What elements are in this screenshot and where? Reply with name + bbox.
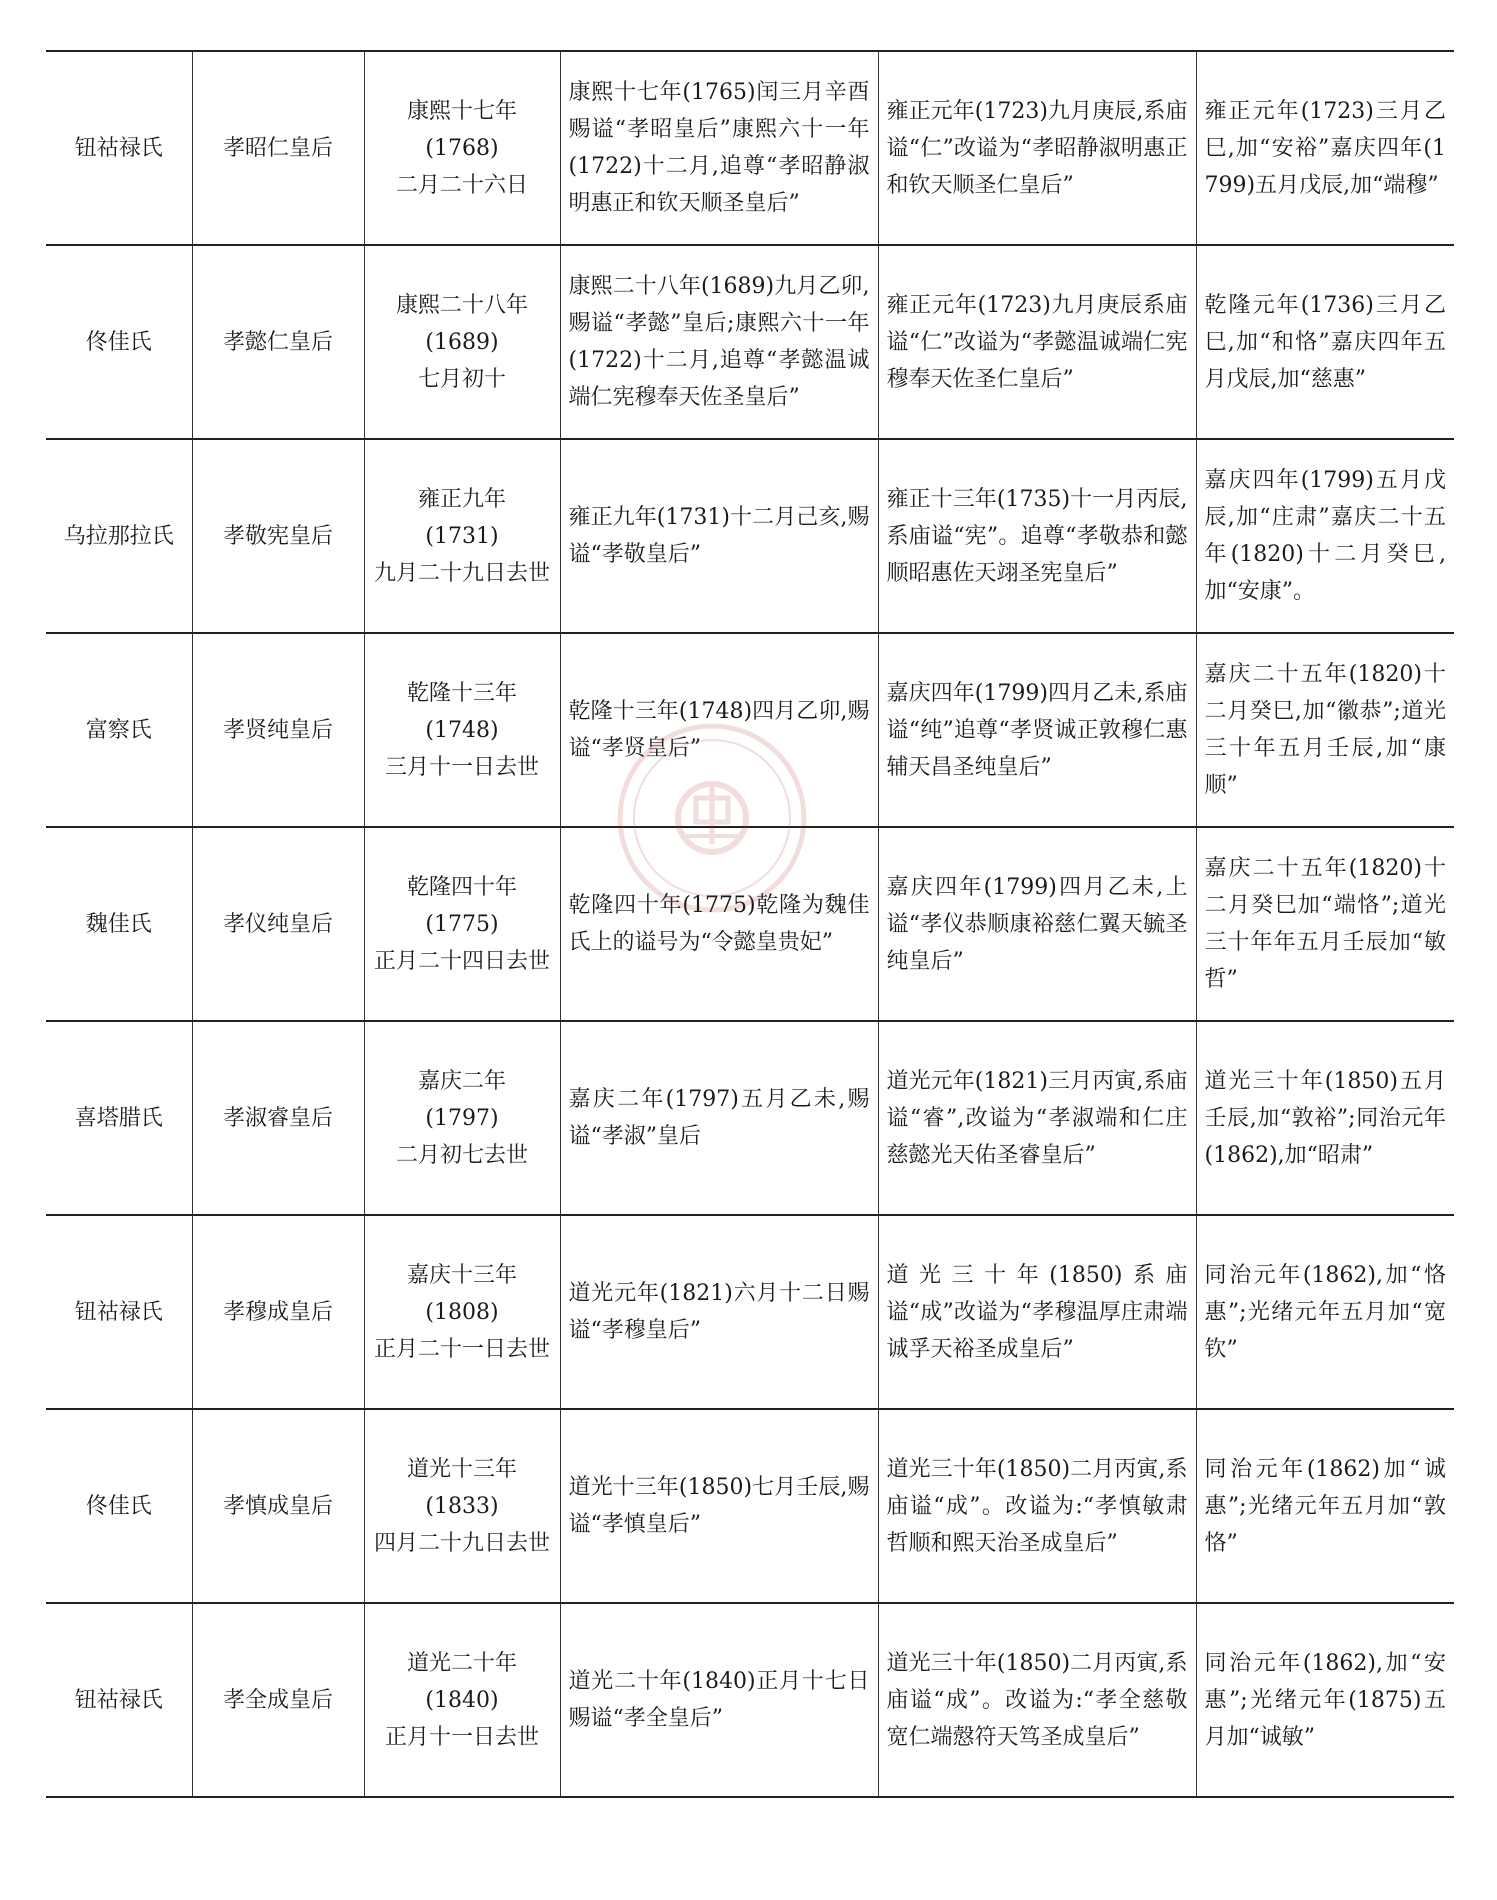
cell-name: 佟佳氏 xyxy=(46,245,192,439)
cell-name: 喜塔腊氏 xyxy=(46,1021,192,1215)
cell-death-date xyxy=(364,1409,560,1603)
death-date-line: 正月二十四日去世 xyxy=(373,948,550,974)
death-date-line: (1775) xyxy=(425,911,499,937)
death-date-line: (1768) xyxy=(425,135,499,161)
table-row xyxy=(46,1021,1454,1215)
cell-added-title xyxy=(1196,1603,1454,1797)
cell-initial-title-text: 康熙二十八年(1689)九月乙卯,赐谥“孝懿”皇后;康熙六十一年(1722)十二月,追尊“孝懿温诚端仁宪穆奉天佐圣皇后” xyxy=(568,274,870,410)
table-row xyxy=(46,1603,1454,1797)
cell-posthumous-title xyxy=(878,439,1196,633)
cell-death-date xyxy=(364,633,560,827)
death-date-line: (1731) xyxy=(425,523,499,549)
cell-posthumous-title xyxy=(878,1021,1196,1215)
cell-posthumous-title xyxy=(878,1215,1196,1409)
death-date-line: (1840) xyxy=(425,1687,499,1713)
cell-initial-title-text: 嘉庆二年(1797)五月乙未,赐谥“孝淑”皇后 xyxy=(568,1087,870,1149)
cell-added-title-text: 嘉庆二十五年(1820)十二月癸巳,加“徽恭”;道光三十年五月壬辰,加“康顺” xyxy=(1204,662,1446,798)
death-date-line: 正月二十一日去世 xyxy=(373,1336,550,1362)
cell-initial-title xyxy=(560,245,878,439)
cell-posthumous-title-text: 道光元年(1821)三月丙寅,系庙谥“睿”,改谥为“孝淑端和仁庄慈懿光天佑圣睿皇后” xyxy=(886,1068,1188,1168)
cell-initial-title xyxy=(560,51,878,245)
death-date-line: 七月初十 xyxy=(417,366,506,392)
death-date-line: (1797) xyxy=(425,1105,499,1131)
cell-posthumous-title xyxy=(878,1409,1196,1603)
cell-name: 乌拉那拉氏 xyxy=(46,439,192,633)
death-date-line: (1689) xyxy=(425,329,499,355)
death-date-line: 道光二十年 xyxy=(406,1650,517,1676)
cell-death-date xyxy=(364,51,560,245)
cell-initial-title-text: 道光十三年(1850)七月壬辰,赐谥“孝慎皇后” xyxy=(568,1475,870,1537)
cell-death-date xyxy=(364,1215,560,1409)
cell-added-title xyxy=(1196,245,1454,439)
cell-initial-title-text: 道光元年(1821)六月十二日赐谥“孝穆皇后” xyxy=(568,1281,870,1343)
cell-posthumous-title-text: 雍正元年(1723)九月庚辰,系庙谥“仁”改谥为“孝昭静淑明惠正和钦天顺圣仁皇后” xyxy=(886,98,1188,198)
cell-added-title xyxy=(1196,827,1454,1021)
cell-added-title-text: 同治元年(1862),加“安惠”;光绪元年(1875)五月加“诚敏” xyxy=(1204,1650,1446,1750)
cell-posthumous-title xyxy=(878,51,1196,245)
death-date-line: 四月二十九日去世 xyxy=(373,1530,550,1556)
cell-added-title xyxy=(1196,1021,1454,1215)
cell-posthumous-title-text: 道光三十年(1850)系庙谥“成”改谥为“孝穆温厚庄肃端诚孚天裕圣成皇后” xyxy=(886,1262,1188,1362)
table-row xyxy=(46,1215,1454,1409)
cell-initial-title xyxy=(560,1021,878,1215)
table-row xyxy=(46,633,1454,827)
cell-posthumous-title-text: 雍正十三年(1735)十一月丙辰,系庙谥“宪”。追尊“孝敬恭和懿顺昭惠佐天翊圣宪皇后” xyxy=(886,486,1188,586)
table-row xyxy=(46,439,1454,633)
cell-added-title xyxy=(1196,633,1454,827)
cell-title: 孝贤纯皇后 xyxy=(192,633,364,827)
cell-initial-title-text: 雍正九年(1731)十二月己亥,赐谥“孝敬皇后” xyxy=(568,505,870,567)
table-row xyxy=(46,51,1454,245)
cell-added-title-text: 雍正元年(1723)三月乙巳,加“安裕”嘉庆四年(1799)五月戊辰,加“端穆” xyxy=(1204,98,1446,198)
cell-initial-title-text: 道光二十年(1840)正月十七日赐谥“孝全皇后” xyxy=(568,1669,870,1731)
cell-initial-title-text: 康熙十七年(1765)闰三月辛酉赐谥“孝昭皇后”康熙六十一年(1722)十二月,追尊“孝昭静淑明惠正和钦天顺圣皇后” xyxy=(568,80,870,216)
death-date-line: 二月初七去世 xyxy=(395,1142,528,1168)
cell-initial-title xyxy=(560,1215,878,1409)
cell-title: 孝淑睿皇后 xyxy=(192,1021,364,1215)
cell-initial-title xyxy=(560,827,878,1021)
death-date-line: 乾隆四十年 xyxy=(406,874,517,900)
death-date-line: 嘉庆十三年 xyxy=(406,1262,517,1288)
cell-added-title xyxy=(1196,1409,1454,1603)
cell-posthumous-title xyxy=(878,633,1196,827)
table-body xyxy=(46,51,1454,1797)
cell-initial-title xyxy=(560,439,878,633)
cell-name: 富察氏 xyxy=(46,633,192,827)
cell-posthumous-title-text: 道光三十年(1850)二月丙寅,系庙谥“成”。改谥为:“孝全慈敬宽仁端慤符天笃圣成皇后” xyxy=(886,1650,1188,1750)
cell-added-title xyxy=(1196,1215,1454,1409)
death-date-line: 三月十一日去世 xyxy=(384,754,539,780)
cell-posthumous-title-text: 道光三十年(1850)二月丙寅,系庙谥“成”。改谥为:“孝慎敏肃哲顺和熙天治圣成皇后” xyxy=(886,1456,1188,1556)
death-date-line: 雍正九年 xyxy=(417,486,506,512)
cell-name: 魏佳氏 xyxy=(46,827,192,1021)
cell-posthumous-title xyxy=(878,1603,1196,1797)
cell-name: 钮祜禄氏 xyxy=(46,1603,192,1797)
cell-title: 孝全成皇后 xyxy=(192,1603,364,1797)
cell-death-date xyxy=(364,1603,560,1797)
death-date-line: 康熙十七年 xyxy=(406,98,517,124)
cell-title: 孝穆成皇后 xyxy=(192,1215,364,1409)
cell-title: 孝昭仁皇后 xyxy=(192,51,364,245)
cell-death-date xyxy=(364,245,560,439)
cell-added-title xyxy=(1196,51,1454,245)
cell-initial-title-text: 乾隆四十年(1775)乾隆为魏佳氏上的谥号为“令懿皇贵妃” xyxy=(568,893,870,955)
cell-added-title-text: 同治元年(1862),加“恪惠”;光绪元年五月加“宽钦” xyxy=(1204,1262,1446,1362)
death-date-line: 康熙二十八年 xyxy=(395,292,528,318)
cell-death-date xyxy=(364,439,560,633)
cell-added-title-text: 乾隆元年(1736)三月乙巳,加“和恪”嘉庆四年五月戊辰,加“慈惠” xyxy=(1204,292,1446,392)
cell-added-title-text: 道光三十年(1850)五月壬辰,加“敦裕”;同治元年(1862),加“昭肃” xyxy=(1204,1068,1446,1168)
document-page xyxy=(46,50,1454,1798)
cell-name: 钮祜禄氏 xyxy=(46,51,192,245)
cell-initial-title xyxy=(560,1409,878,1603)
cell-initial-title xyxy=(560,633,878,827)
cell-initial-title xyxy=(560,1603,878,1797)
death-date-line: 乾隆十三年 xyxy=(406,680,517,706)
cell-title: 孝慎成皇后 xyxy=(192,1409,364,1603)
cell-death-date xyxy=(364,827,560,1021)
cell-posthumous-title xyxy=(878,827,1196,1021)
table-row xyxy=(46,245,1454,439)
cell-death-date xyxy=(364,1021,560,1215)
death-date-line: (1748) xyxy=(425,717,499,743)
cell-added-title-text: 同治元年(1862)加“诚惠”;光绪元年五月加“敦恪” xyxy=(1204,1456,1446,1556)
table-row xyxy=(46,1409,1454,1603)
cell-title: 孝仪纯皇后 xyxy=(192,827,364,1021)
death-date-line: (1833) xyxy=(425,1493,499,1519)
empress-posthumous-title-table xyxy=(46,50,1454,1798)
cell-initial-title-text: 乾隆十三年(1748)四月乙卯,赐谥“孝贤皇后” xyxy=(568,699,870,761)
death-date-line: 九月二十九日去世 xyxy=(373,560,550,586)
cell-name: 佟佳氏 xyxy=(46,1409,192,1603)
cell-posthumous-title-text: 雍正元年(1723)九月庚辰系庙谥“仁”改谥为“孝懿温诚端仁宪穆奉天佐圣仁皇后” xyxy=(886,292,1188,392)
death-date-line: 嘉庆二年 xyxy=(417,1068,506,1094)
cell-posthumous-title xyxy=(878,245,1196,439)
cell-added-title-text: 嘉庆四年(1799)五月戊辰,加“庄肃”嘉庆二十五年(1820)十二月癸巳,加“安康”。 xyxy=(1204,468,1446,604)
cell-posthumous-title-text: 嘉庆四年(1799)四月乙未,上谥“孝仪恭顺康裕慈仁翼天毓圣纯皇后” xyxy=(886,874,1188,974)
cell-title: 孝敬宪皇后 xyxy=(192,439,364,633)
death-date-line: 正月十一日去世 xyxy=(384,1724,539,1750)
cell-title: 孝懿仁皇后 xyxy=(192,245,364,439)
death-date-line: 道光十三年 xyxy=(406,1456,517,1482)
death-date-line: 二月二十六日 xyxy=(395,172,528,198)
cell-posthumous-title-text: 嘉庆四年(1799)四月乙未,系庙谥“纯”追尊“孝贤诚正敦穆仁惠辅天昌圣纯皇后” xyxy=(886,680,1188,780)
cell-added-title-text: 嘉庆二十五年(1820)十二月癸巳加“端恪”;道光三十年年五月壬辰加“敏哲” xyxy=(1204,856,1446,992)
death-date-line: (1808) xyxy=(425,1299,499,1325)
table-row xyxy=(46,827,1454,1021)
cell-added-title xyxy=(1196,439,1454,633)
cell-name: 钮祜禄氏 xyxy=(46,1215,192,1409)
